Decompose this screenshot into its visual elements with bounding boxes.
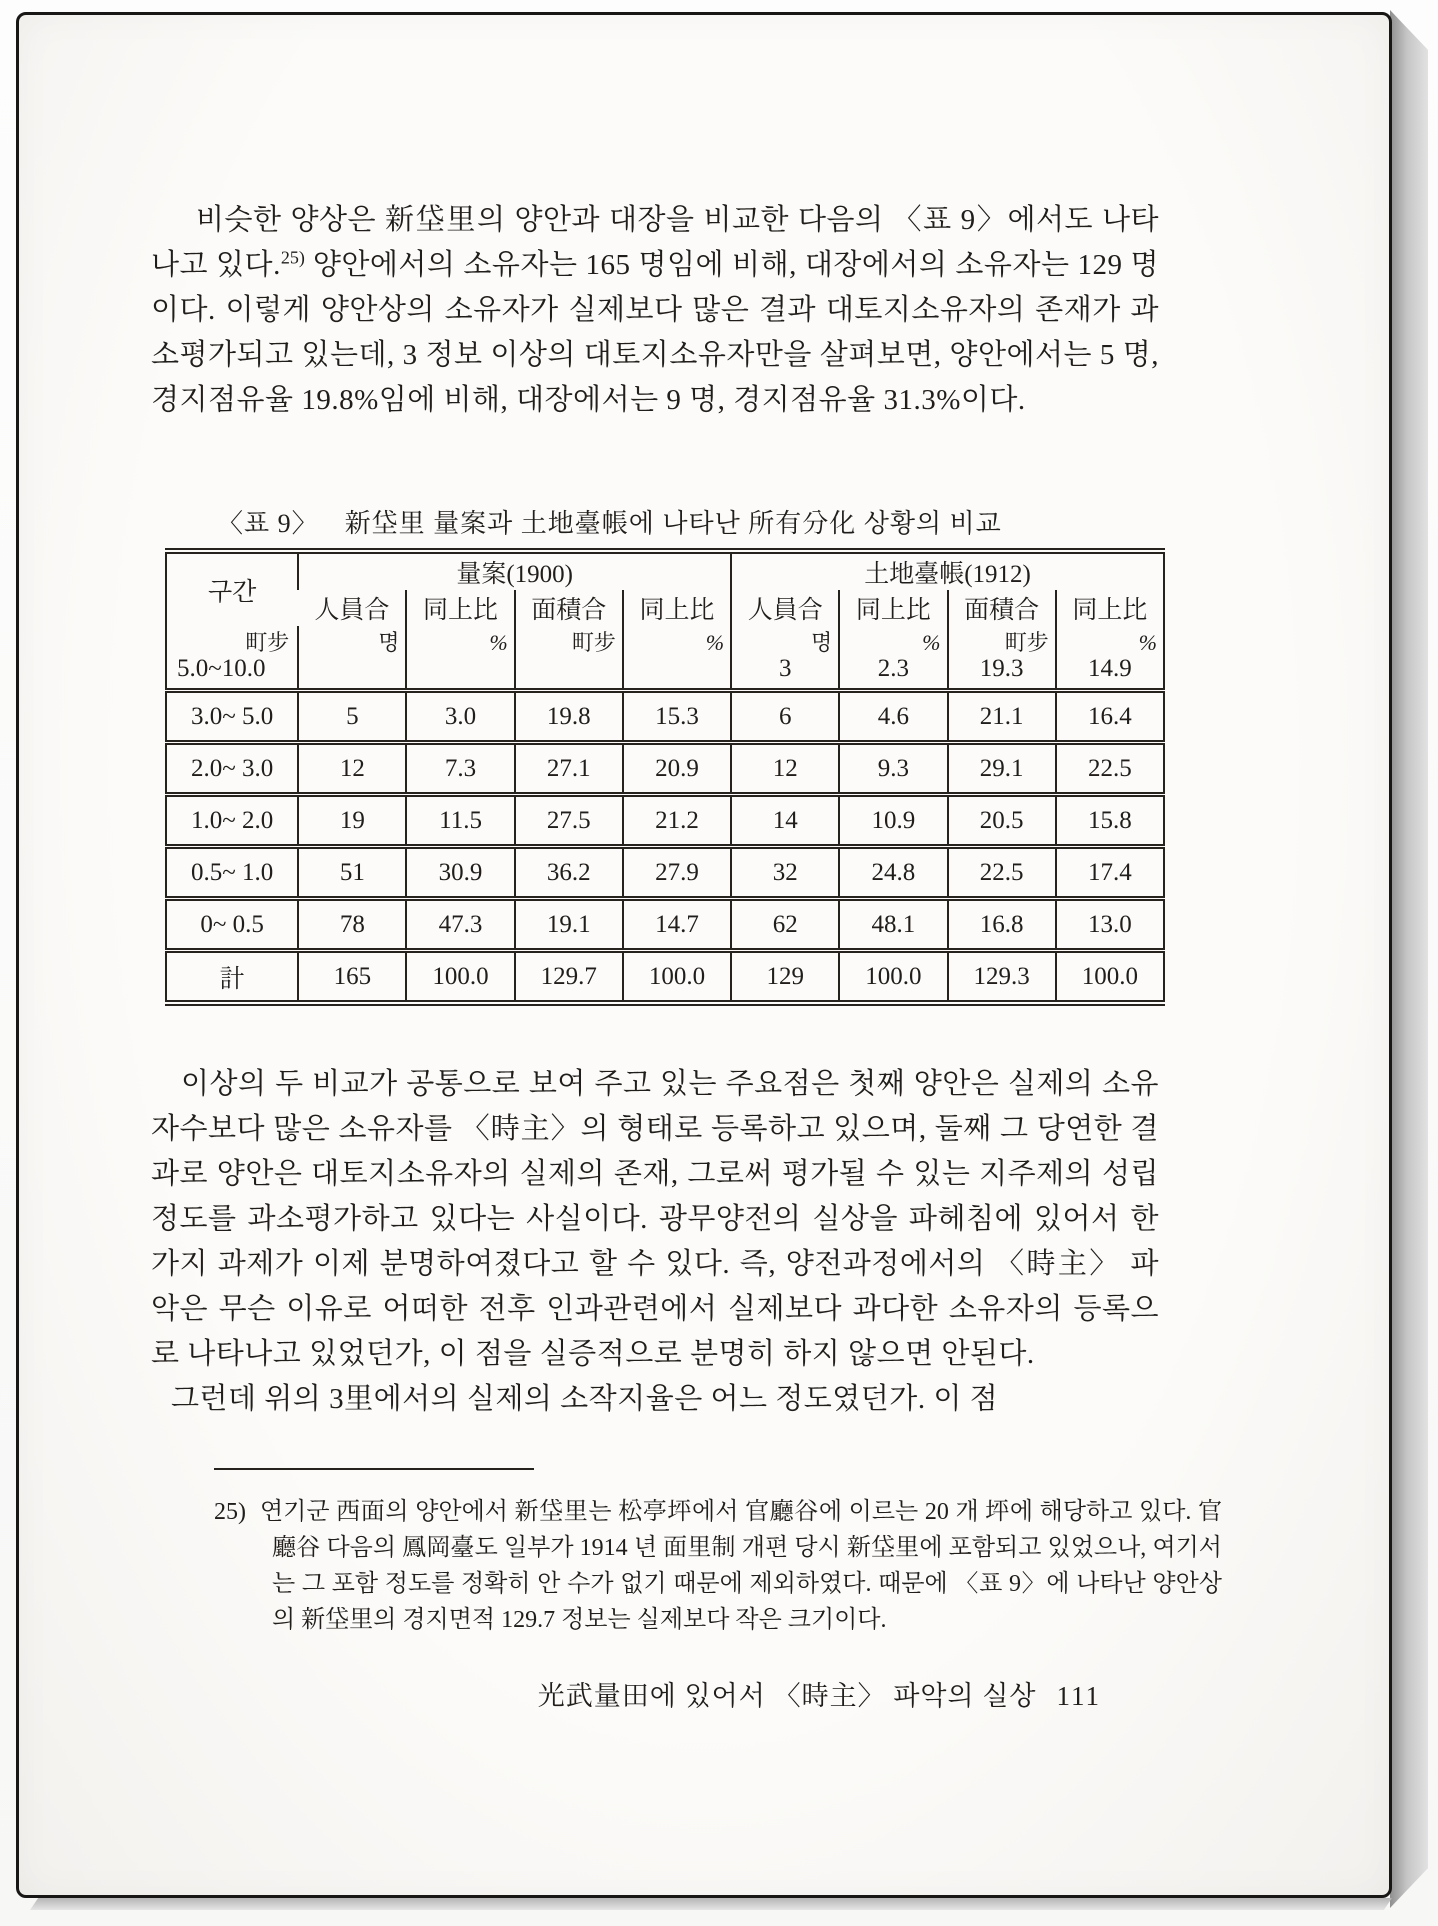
table-cell: 129.3: [948, 951, 1056, 1004]
cell-value: 2.3: [877, 655, 910, 682]
table-cell: 78: [298, 899, 406, 951]
table-cell: 36.2: [515, 847, 623, 899]
table-cell: [1056, 626, 1164, 691]
table-cell: 12: [298, 743, 406, 795]
table-total-row: [166, 951, 1164, 1004]
unit-label: %: [922, 630, 941, 655]
table-cell: 100.0: [1056, 951, 1164, 1004]
table-cell: 22.5: [948, 847, 1056, 899]
table-row: [166, 899, 1164, 951]
table-cell: 22.5: [1056, 743, 1164, 795]
range-cell: 0~ 0.5: [166, 899, 298, 951]
table-cell: 29.1: [948, 743, 1056, 795]
table-cell: 16.8: [948, 899, 1056, 951]
table-head: [166, 551, 1164, 626]
group-header-land-register: 土地臺帳(1912): [731, 551, 1164, 590]
table-cell: 47.3: [406, 899, 514, 951]
table-cell: 20.9: [623, 743, 731, 795]
table-cell: 100.0: [623, 951, 731, 1004]
cell-value: [305, 655, 399, 683]
table-cell: 100.0: [406, 951, 514, 1004]
footnote: [214, 1494, 1222, 1638]
table-cell: 129.7: [515, 951, 623, 1004]
table-cell: 10.9: [839, 795, 947, 847]
cell-value: 3: [778, 655, 792, 682]
body-paragraph-1: [151, 15, 1159, 423]
unit-label: 町步: [1004, 630, 1049, 655]
table-cell: 24.8: [839, 847, 947, 899]
running-title: 光武量田에 있어서 〈時主〉 파악의 실상: [537, 1681, 1037, 1711]
unit-label: %: [489, 630, 508, 655]
table-cell: 27.9: [623, 847, 731, 899]
body-paragraph-3: [151, 1377, 1159, 1422]
table-cell: 19.1: [515, 899, 623, 951]
cell-value: [522, 655, 616, 683]
table-cell: 13.0: [1056, 899, 1164, 951]
table-caption: [217, 503, 1159, 540]
range-cell: [166, 626, 298, 691]
table-body: [166, 626, 1164, 1003]
table-cell: 20.5: [948, 795, 1056, 847]
footnote-text: 연기군 西面의 양안에서 新垈里는 松亭坪에서 官廳谷에 이르는 20 개 坪에 해당하고 있다. 官廳谷 다음의 鳳岡臺도 일부가 1914 년 面里制 개편 당시 新垈里에 포함되고 있었으나, 여기서는 그 포함 정도를 정확히 안 수가 없기 때문에 제외하였다. 때문에 〈표 9〉에 나타난 양안상의 新垈里의 경지면적 129.7 정보는 실제보다 작은 크기이다.: [260, 1499, 1222, 1633]
page-depth-edge-right: [1390, 10, 1428, 1908]
table-row: [166, 691, 1164, 743]
unit-label: 町步: [245, 630, 290, 655]
range-value: 5.0~10.0: [177, 655, 266, 682]
range-cell: 2.0~ 3.0: [166, 743, 298, 795]
table-cell: 21.2: [623, 795, 731, 847]
cell-value: [413, 655, 507, 683]
table-cell: [298, 626, 406, 691]
table-cell: 21.1: [948, 691, 1056, 743]
table-subheader-row: [166, 590, 1164, 626]
table-cell: 5: [298, 691, 406, 743]
sub-header: 面積合: [515, 590, 623, 626]
table-row: [166, 795, 1164, 847]
sub-header: 人員合: [731, 590, 839, 626]
table-cell: 19.8: [515, 691, 623, 743]
group-header-yangan: 量案(1900): [298, 551, 731, 590]
table-cell: 48.1: [839, 899, 947, 951]
table-cell: [515, 626, 623, 691]
table-cell: [623, 626, 731, 691]
sub-header: 同上比: [1056, 590, 1164, 626]
footnote-separator-rule: [214, 1468, 534, 1470]
unit-label: 町步: [571, 630, 616, 655]
table-cell: [731, 626, 839, 691]
table-cell: [406, 626, 514, 691]
cell-value: [630, 655, 724, 683]
sub-header: 人員合: [314, 597, 390, 624]
table-row: [166, 847, 1164, 899]
table-cell: [839, 626, 947, 691]
table-cell: 16.4: [1056, 691, 1164, 743]
unit-label: 명: [811, 630, 833, 655]
sub-header: 同上比: [406, 590, 514, 626]
table-caption-text: 新垈里 量案과 土地臺帳에 나타난 所有分化 상황의 비교: [344, 509, 1002, 538]
table-cell: 19: [298, 795, 406, 847]
range-cell: 1.0~ 2.0: [166, 795, 298, 847]
sub-header: 面積合: [948, 590, 1056, 626]
sub-header: 同上比: [839, 590, 947, 626]
table-cell: 100.0: [839, 951, 947, 1004]
table-cell: 3.0: [406, 691, 514, 743]
page-footer: [151, 1674, 1159, 1713]
page-number: 111: [1056, 1681, 1101, 1711]
paragraph-2-text: 이상의 두 비교가 공통으로 보여 주고 있는 주요점은 첫째 양안은 실제의 소유자수보다 많은 소유자를 〈時主〉의 형태로 등록하고 있으며, 둘째 그 당연한 결과로 양안은 대토지소유자의 실제의 존재, 그로써 평가될 수 있는 지주제의 성립 정도를 과소평가하고 있다는 사실이다. 광무양전의 실상을 파헤침에 있어서 한 가지 과제가 이제 분명하여졌다고 할 수 있다. 즉, 양전과정에서의 〈時主〉 파악은 무슨 이유로 어떠한 전후 인과관련에서 실제보다 과다한 소유자의 등록으로 나타나고 있었던가, 이 점을 실증적으로 분명히 하지 않으면 안된다.: [151, 1068, 1159, 1370]
table-cell: 15.3: [623, 691, 731, 743]
range-cell: 計: [219, 965, 245, 993]
table-cell: 30.9: [406, 847, 514, 899]
range-cell: 3.0~ 5.0: [166, 691, 298, 743]
table-caption-tag: 〈표 9〉: [217, 509, 319, 538]
table-cell: 11.5: [406, 795, 514, 847]
table-cell: 32: [731, 847, 839, 899]
table-cell: 9.3: [839, 743, 947, 795]
unit-label: %: [1138, 630, 1157, 655]
cell-value: 19.3: [979, 655, 1024, 682]
paragraph-1-text-after-ref: 양안에서의 소유자는 165 명임에 비해, 대장에서의 소유자는 129 명이다. 이렇게 양안상의 소유자가 실제보다 많은 결과 대토지소유자의 존재가 과소평가되고 있는데, 3 정보 이상의 대토지소유자만을 살펴보면, 양안에서는 5 명, 경지점유율 19.8%임에 비해, 대장에서는 9 명, 경지점유율 31.3%이다.: [151, 249, 1160, 416]
table-header-group-row: [166, 551, 1164, 590]
footnote-reference: 25): [280, 247, 305, 268]
table-cell: 62: [731, 899, 839, 951]
cell-value: 14.9: [1087, 655, 1132, 682]
table-cell: 27.1: [515, 743, 623, 795]
sub-header: 同上比: [623, 590, 731, 626]
table-cell: [948, 626, 1056, 691]
table-cell: 17.4: [1056, 847, 1164, 899]
table-cell: 14: [731, 795, 839, 847]
paragraph-3-text: 그런데 위의 3里에서의 실제의 소작지율은 어느 정도였던가. 이 점: [171, 1383, 999, 1415]
footnote-marker: 25): [214, 1499, 246, 1525]
table-cell: 7.3: [406, 743, 514, 795]
table-cell: 12: [731, 743, 839, 795]
table-cell: 14.7: [623, 899, 731, 951]
page-content: [19, 15, 1389, 1713]
table-row: [166, 626, 1164, 691]
table-cell: 51: [298, 847, 406, 899]
table-corner-header: 구간: [207, 579, 257, 606]
range-cell: 0.5~ 1.0: [166, 847, 298, 899]
body-paragraph-2: [151, 1062, 1159, 1377]
table-row: [166, 743, 1164, 795]
unit-label: 명: [378, 630, 400, 655]
scan-page: [16, 12, 1392, 1898]
table-cell: 165: [298, 951, 406, 1004]
table-cell: 15.8: [1056, 795, 1164, 847]
page-depth-edge-bottom: [30, 1898, 1392, 1910]
table-cell: 27.5: [515, 795, 623, 847]
table-cell: 6: [731, 691, 839, 743]
table-cell: 4.6: [839, 691, 947, 743]
paragraph-1-text-before-ref: 비슷한 양상은 新垈里의 양안과 대장을 비교한 다음의 〈표 9〉에서도 나타나고 있다.: [151, 204, 1159, 281]
comparison-table: [165, 548, 1165, 1006]
table-cell: 129: [731, 951, 839, 1004]
unit-label: %: [705, 630, 725, 655]
